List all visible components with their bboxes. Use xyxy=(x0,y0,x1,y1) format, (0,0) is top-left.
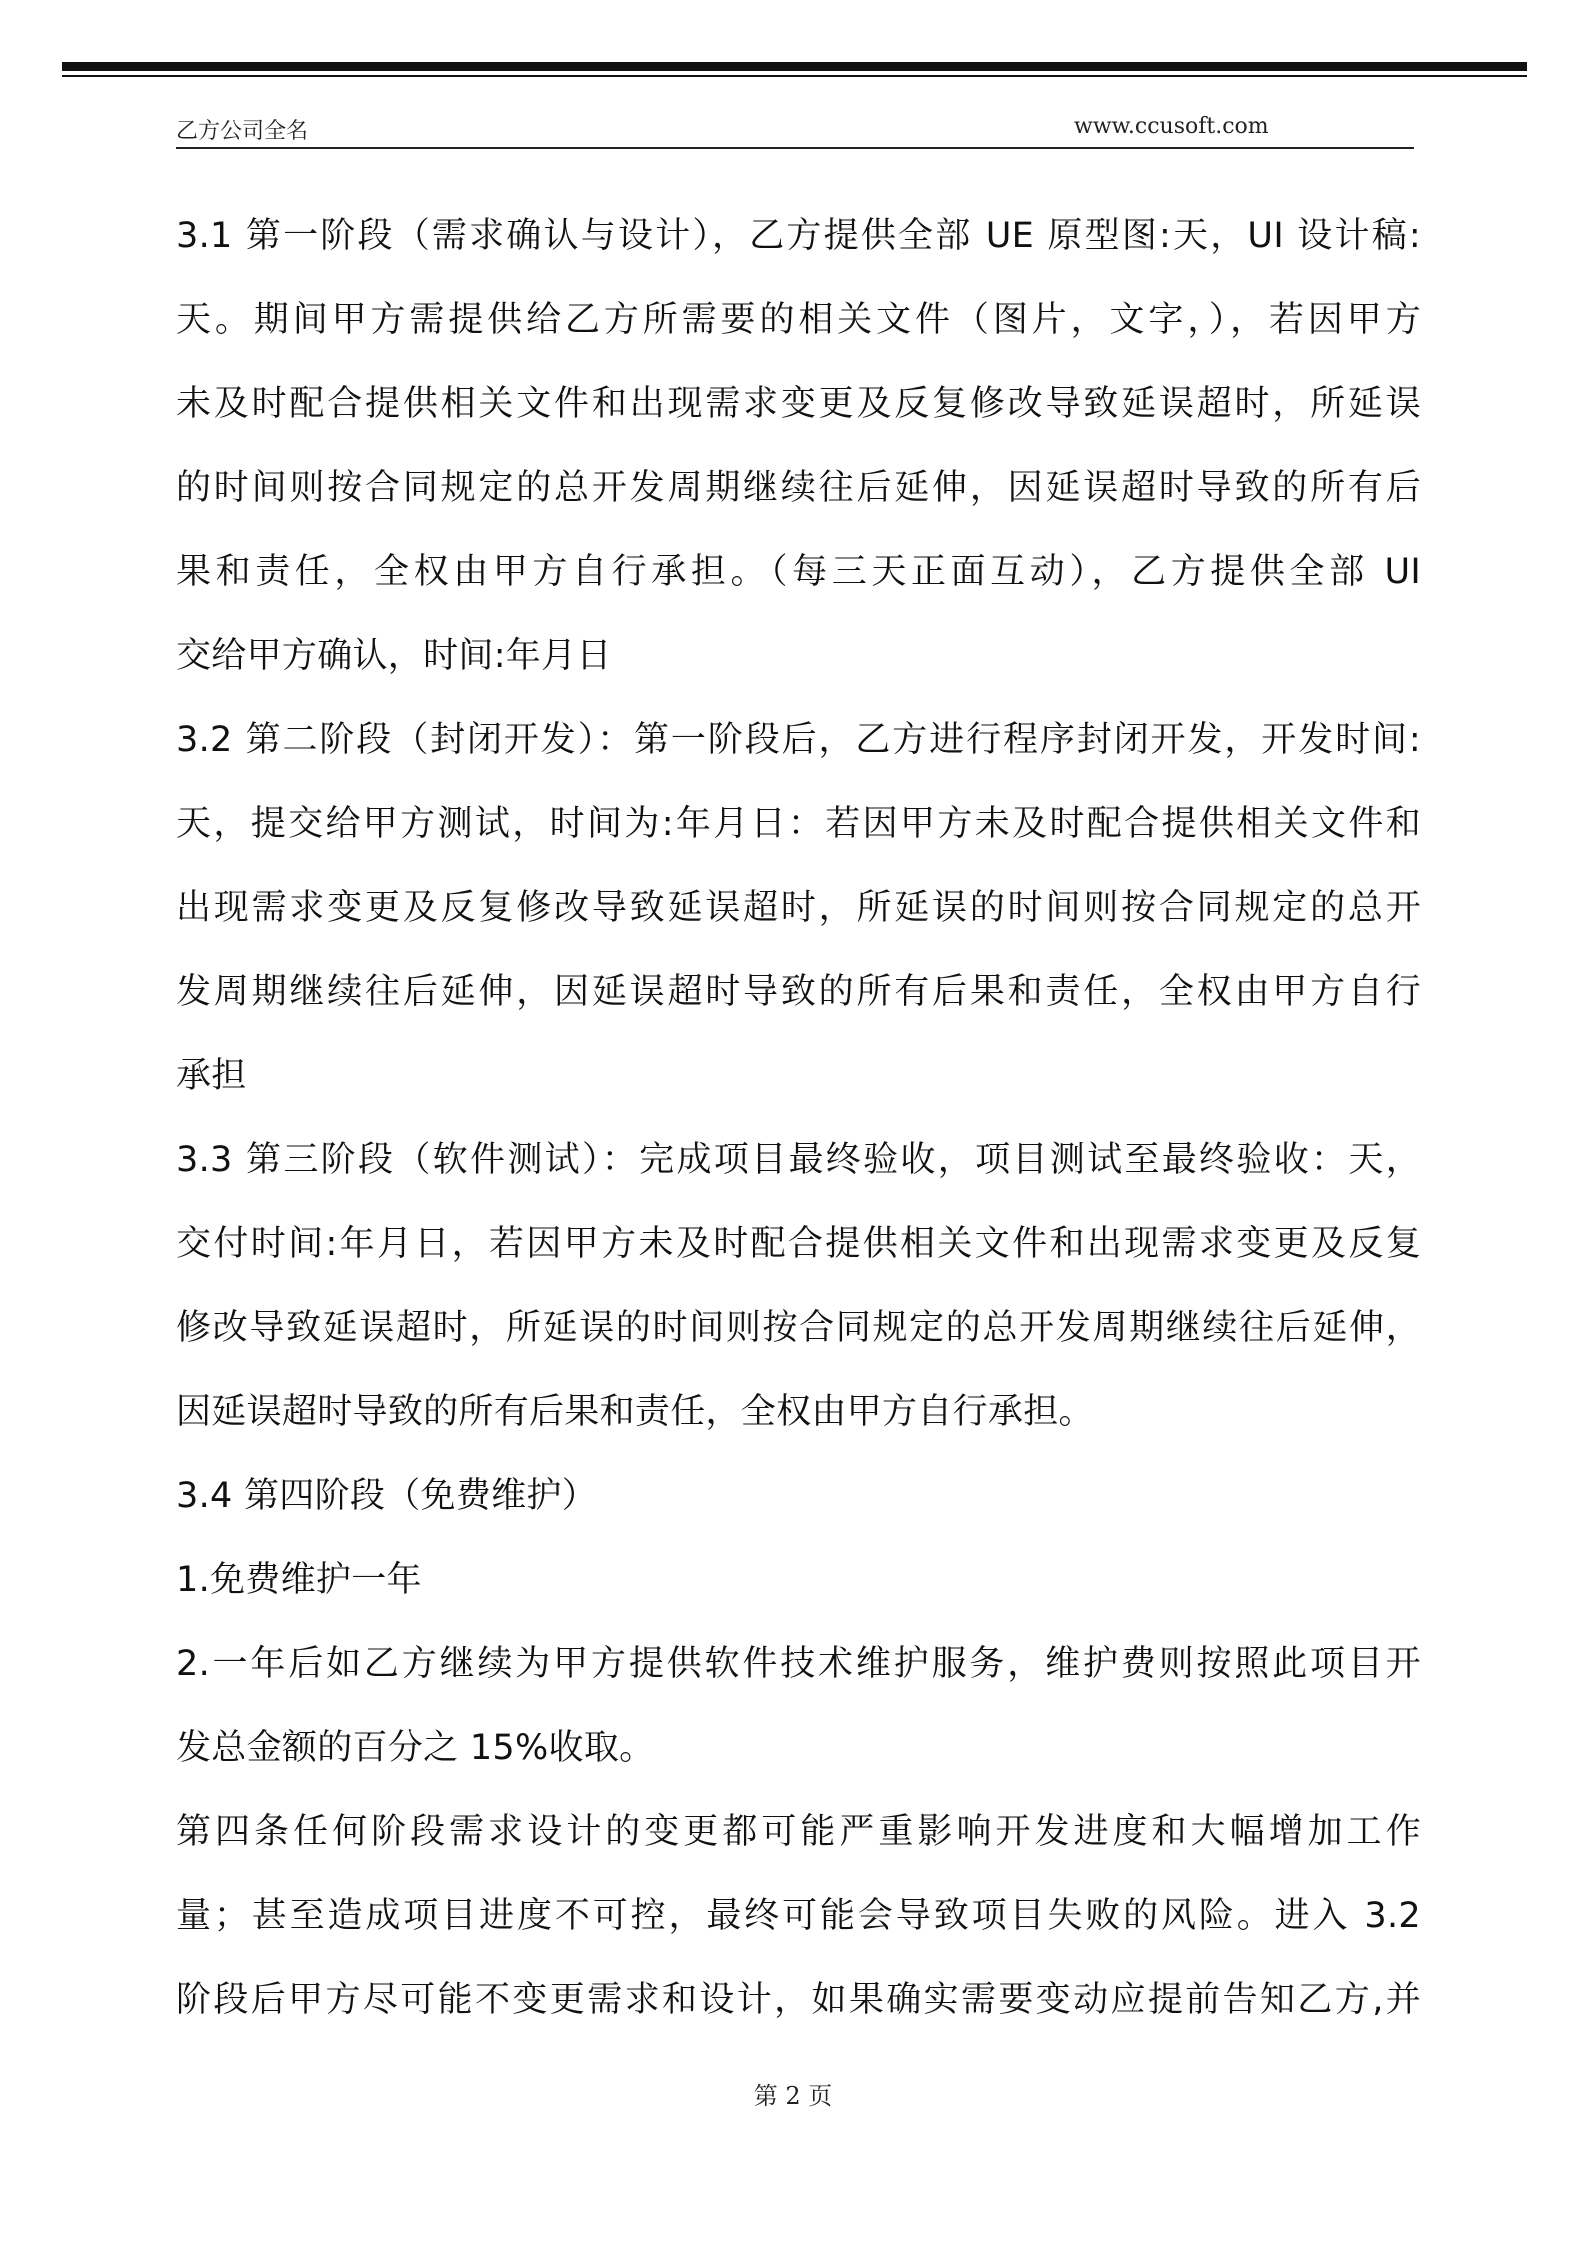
page-number: 第 2 页 xyxy=(753,2082,833,2110)
body-text-line: 发总金额的百分之 15%收取。 xyxy=(176,1728,655,1768)
document-body xyxy=(176,194,1421,2042)
header-double-rule-thin xyxy=(62,75,1527,77)
body-text-line: 的时间则按合同规定的总开发周期继续往后延伸，因延误超时导致的所有后 xyxy=(176,468,1421,508)
page-header xyxy=(176,110,1414,146)
body-text-line: 未及时配合提供相关文件和出现需求变更及反复修改导致延误超时，所延误 xyxy=(176,384,1421,424)
header-double-rule-thick xyxy=(62,62,1527,71)
body-text-line: 3.1 第一阶段（需求确认与设计），乙方提供全部 UE 原型图:天，UI 设计稿: xyxy=(176,216,1421,256)
body-text-line: 3.2 第二阶段（封闭开发）：第一阶段后，乙方进行程序封闭开发，开发时间: xyxy=(176,720,1421,760)
body-text-line: 果和责任，全权由甲方自行承担。（每三天正面互动），乙方提供全部 UI xyxy=(176,552,1421,592)
body-text-line: 出现需求变更及反复修改导致延误超时，所延误的时间则按合同规定的总开 xyxy=(176,888,1421,928)
body-text-line: 2.一年后如乙方继续为甲方提供软件技术维护服务，维护费则按照此项目开 xyxy=(176,1644,1421,1684)
body-text-line: 交付时间:年月日，若因甲方未及时配合提供相关文件和出现需求变更及反复 xyxy=(176,1224,1421,1264)
body-text-line: 量；甚至造成项目进度不可控，最终可能会导致项目失败的风险。进入 3.2 xyxy=(176,1896,1421,1936)
header-website: www.ccusoft.com xyxy=(1074,114,1269,139)
body-text-line: 阶段后甲方尽可能不变更需求和设计，如果确实需要变动应提前告知乙方,并 xyxy=(176,1980,1421,2020)
body-text-line: 第四条任何阶段需求设计的变更都可能严重影响开发进度和大幅增加工作 xyxy=(176,1812,1421,1852)
body-text-line: 修改导致延误超时，所延误的时间则按合同规定的总开发周期继续往后延伸， xyxy=(176,1308,1421,1348)
header-underline xyxy=(176,147,1414,149)
body-text-line: 因延误超时导致的所有后果和责任，全权由甲方自行承担。 xyxy=(176,1392,1094,1432)
body-text-line: 天。期间甲方需提供给乙方所需要的相关文件（图片，文字，），若因甲方 xyxy=(176,300,1421,340)
body-text-line: 交给甲方确认，时间:年月日 xyxy=(176,636,612,676)
header-company-name: 乙方公司全名 xyxy=(176,119,309,144)
body-text-line: 天，提交给甲方测试，时间为:年月日：若因甲方未及时配合提供相关文件和 xyxy=(176,804,1421,844)
body-text-line: 3.3 第三阶段（软件测试）：完成项目最终验收，项目测试至最终验收：天， xyxy=(176,1140,1421,1180)
body-text-line: 承担 xyxy=(176,1056,247,1096)
body-text-line: 发周期继续往后延伸，因延误超时导致的所有后果和责任，全权由甲方自行 xyxy=(176,972,1421,1012)
body-text-line: 3.4 第四阶段（免费维护） xyxy=(176,1476,597,1516)
body-text-line: 1.免费维护一年 xyxy=(176,1560,422,1600)
